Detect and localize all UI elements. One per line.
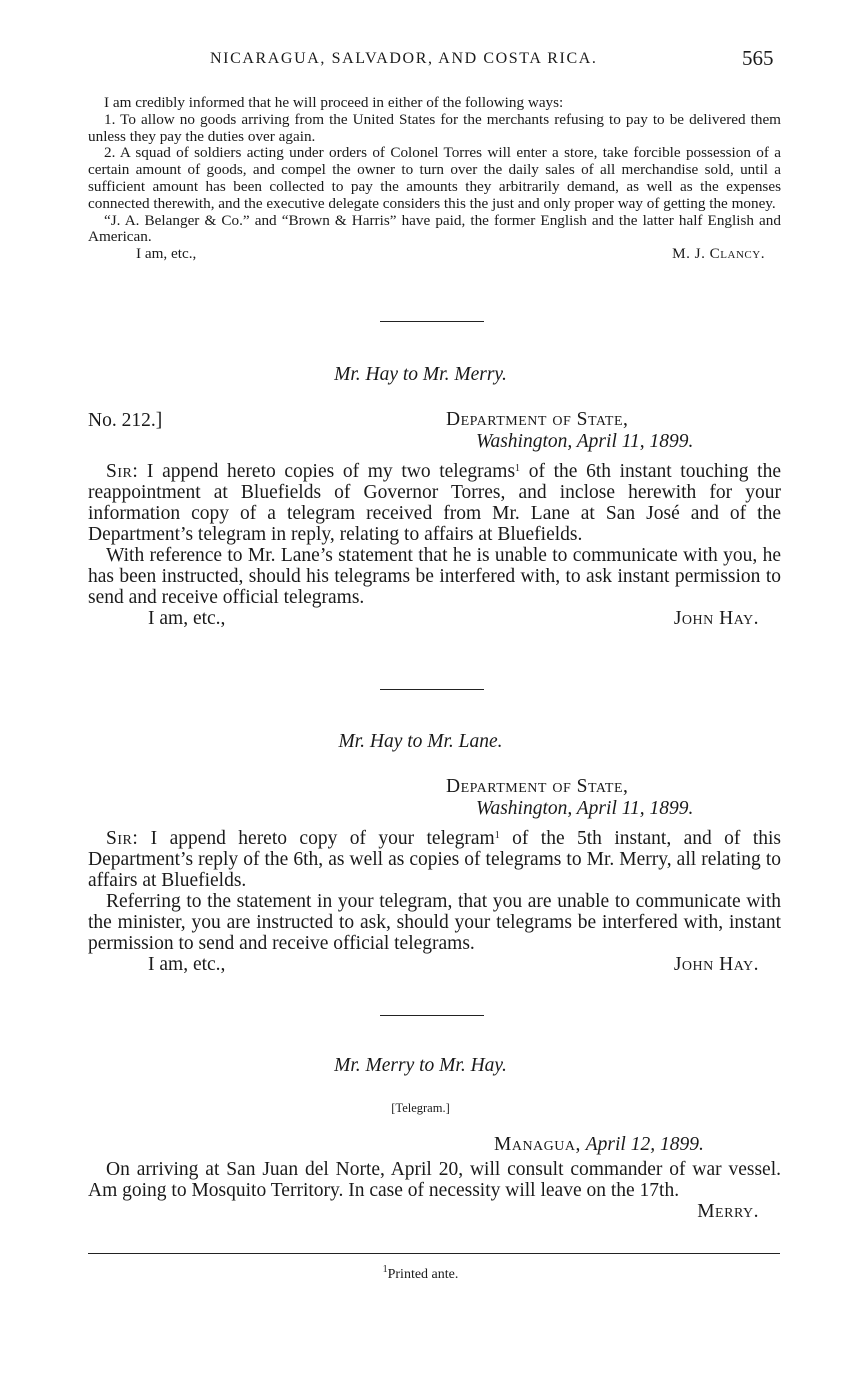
merry-closing: I am, etc., bbox=[148, 608, 226, 629]
footnote bbox=[0, 1264, 841, 1283]
footnote-text: Printed ante. bbox=[387, 1267, 459, 1282]
footnote-mark: 1 bbox=[494, 830, 500, 841]
clancy-item-2: 2. A squad of soldiers acting under orders of Colonel Torres will enter a store, take forcible possession of a certain amount of goods, and compel the owner to turn over the daily sales of all merchandise sold, until a sufficient amount has been collected to pay the amounts they arbitrarily demand, as well as the expenses connected therewith, and the executive delegate considers this the just and only proper way of getting the money. bbox=[88, 144, 781, 212]
footnote-rule bbox=[88, 1253, 780, 1254]
dispatch-number: No. 212.] bbox=[88, 410, 163, 431]
merry-signature: John Hay. bbox=[673, 608, 759, 629]
telegram-place: Managua, bbox=[494, 1134, 581, 1155]
section-divider bbox=[380, 321, 484, 322]
merry-para1-b: of the 6th instant touching the reappointment at Bluefields of Governor Torres, and inclose herewith for your information copy of a telegram received from Mr. Lane at San José and of the Department’s telegram in reply, relating to affairs at Bluefields. bbox=[88, 461, 782, 545]
clancy-item-1: 1. To allow no goods arriving from the United States for the merchants refusing to pay to be delivered them unless they pay the duties over again. bbox=[88, 110, 781, 145]
footnote-mark: 1 bbox=[515, 463, 521, 474]
lane-department: Department of State, bbox=[446, 776, 629, 797]
lane-para1-a: I append hereto copy of your telegram bbox=[150, 828, 495, 849]
merry-dateline: Washington, April 11, 1899. bbox=[476, 431, 694, 452]
footnote-mark: 1 bbox=[382, 1264, 388, 1275]
telegram-body: On arriving at San Juan del Norte, April 20, will consult commander of war vessel. Am going to Mosquito Territory. In case of necessity will leave on the 17th. bbox=[88, 1159, 781, 1201]
lane-signature: John Hay. bbox=[673, 954, 759, 975]
clancy-signature: M. J. Clancy. bbox=[672, 245, 765, 263]
telegram-date: April 12, 1899. bbox=[585, 1134, 704, 1155]
heading-hay-to-lane: Mr. Hay to Mr. Lane. bbox=[338, 731, 503, 752]
lane-closing: I am, etc., bbox=[148, 954, 226, 975]
merry-salutation: Sir: bbox=[106, 461, 139, 482]
telegram-body-block bbox=[88, 1159, 781, 1222]
page-number: 565 bbox=[742, 46, 774, 70]
clancy-closing-row bbox=[88, 246, 781, 263]
merry-para1-a: I append hereto copies of my two telegrams bbox=[146, 461, 516, 482]
running-header-title: NICARAGUA, SALVADOR, AND COSTA RICA. bbox=[210, 50, 598, 67]
heading-merry-to-hay: Mr. Merry to Mr. Hay. bbox=[334, 1055, 507, 1076]
telegram-label: [Telegram.] bbox=[391, 1101, 450, 1115]
merry-department: Department of State, bbox=[446, 409, 629, 430]
clancy-intro: I am credibly informed that he will proceed in either of the following ways: bbox=[104, 94, 564, 111]
lane-dateline: Washington, April 11, 1899. bbox=[476, 798, 694, 819]
telegram-closing-row bbox=[88, 1201, 781, 1222]
merry-closing-row bbox=[88, 608, 781, 629]
lane-paragraph-1 bbox=[88, 825, 781, 891]
heading-hay-to-merry: Mr. Hay to Mr. Merry. bbox=[334, 364, 507, 385]
clancy-closing: I am, etc., bbox=[136, 245, 197, 263]
merry-paragraph-1 bbox=[88, 458, 781, 545]
clancy-letter-body bbox=[88, 95, 781, 263]
merry-paragraph-2: With reference to Mr. Lane’s statement that he is unable to communicate with you, he has been instructed, should his telegrams be interfered with, to ask instant permission to send and receive official telegrams. bbox=[88, 545, 781, 608]
lane-salutation: Sir: bbox=[106, 828, 139, 849]
merry-letter-body bbox=[88, 458, 781, 629]
lane-letter-body bbox=[88, 825, 781, 975]
lane-paragraph-2: Referring to the statement in your telegram, that you are unable to communicate with the minister, you are instructed to ask, should your telegrams be interfered with, instant permission to send and receive official telegrams. bbox=[88, 891, 781, 954]
lane-closing-row bbox=[88, 954, 781, 975]
lane-para1-b: of the 5th instant, and of this Department’s reply of the 6th, as well as copies of telegrams to Mr. Merry, all relating to affairs at Bluefields. bbox=[88, 828, 781, 891]
telegram-dateline bbox=[494, 1134, 704, 1156]
telegram-signature: Merry. bbox=[697, 1201, 759, 1222]
clancy-belanger-note: “J. A. Belanger & Co.” and “Brown & Harris” have paid, the former English and the latter half English and American. bbox=[88, 211, 781, 246]
section-divider bbox=[380, 689, 484, 690]
section-divider bbox=[380, 1015, 484, 1016]
